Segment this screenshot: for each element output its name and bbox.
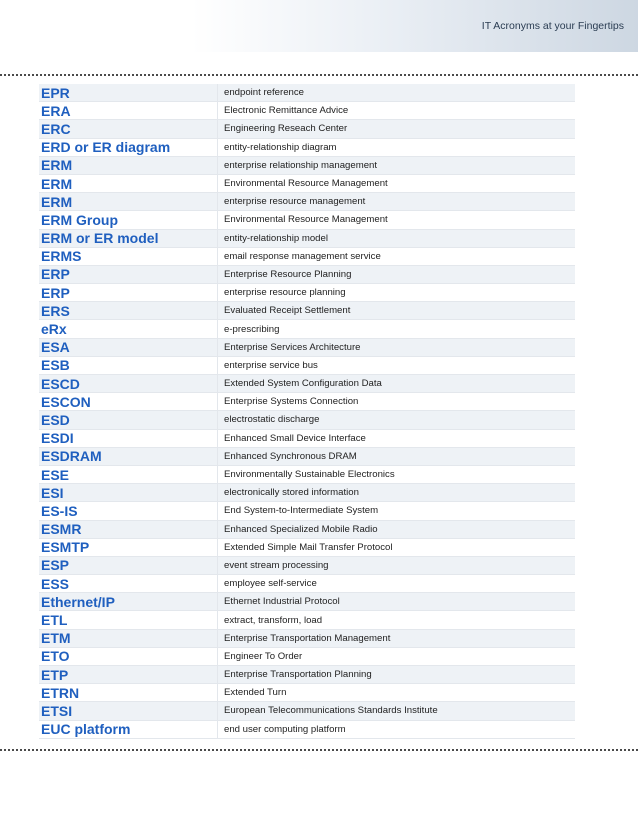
acronym-term: ERM Group xyxy=(41,211,118,228)
table-row xyxy=(39,484,575,502)
acronym-term: ESS xyxy=(41,575,70,592)
acronym-term: ETRN xyxy=(41,684,80,701)
acronym-term: ERM or ER model xyxy=(41,230,159,247)
acronym-definition: e-prescribing xyxy=(217,320,575,337)
table-row xyxy=(39,248,575,266)
acronym-definition: Enterprise Transportation Planning xyxy=(217,666,575,683)
acronym-term: EUC platform xyxy=(41,721,131,738)
acronym-definition: Engineer To Order xyxy=(217,648,575,665)
table-row xyxy=(39,466,575,484)
acronym-term: ERA xyxy=(41,102,71,119)
table-row xyxy=(39,411,575,429)
acronym-definition: event stream processing xyxy=(217,557,575,574)
header-banner xyxy=(0,0,638,52)
acronym-term: ESCON xyxy=(41,393,91,410)
acronym-definition: Engineering Reseach Center xyxy=(217,120,575,137)
top-dotted-divider xyxy=(0,74,638,76)
acronym-definition: electronically stored information xyxy=(217,484,575,501)
table-row xyxy=(39,320,575,338)
acronym-term: ESI xyxy=(41,484,64,501)
acronym-definition: enterprise resource management xyxy=(217,193,575,210)
acronym-term: ESP xyxy=(41,557,70,574)
acronym-term: ESB xyxy=(41,357,70,374)
table-row xyxy=(39,84,575,102)
acronym-definition: Enhanced Synchronous DRAM xyxy=(217,448,575,465)
table-row xyxy=(39,302,575,320)
table-row xyxy=(39,593,575,611)
acronym-term: ESD xyxy=(41,411,70,428)
table-row xyxy=(39,357,575,375)
acronym-definition: endpoint reference xyxy=(217,84,575,101)
acronym-term: ESDRAM xyxy=(41,448,102,465)
acronym-definition: Enterprise Resource Planning xyxy=(217,266,575,283)
table-row xyxy=(39,521,575,539)
acronym-term: eRx xyxy=(41,321,67,338)
acronym-term: ERD or ER diagram xyxy=(41,139,171,156)
table-row xyxy=(39,211,575,229)
table-row xyxy=(39,611,575,629)
acronym-definition: Extended Simple Mail Transfer Protocol xyxy=(217,539,575,556)
acronym-term: ESE xyxy=(41,466,70,483)
table-row xyxy=(39,102,575,120)
table-row xyxy=(39,539,575,557)
table-row xyxy=(39,575,575,593)
acronym-definition: end user computing platform xyxy=(217,721,575,738)
acronym-term: ES-IS xyxy=(41,502,78,519)
acronym-definition: Extended System Configuration Data xyxy=(217,375,575,392)
acronym-term: EPR xyxy=(41,84,70,101)
acronym-table xyxy=(39,84,575,739)
acronym-definition: enterprise resource planning xyxy=(217,284,575,301)
table-row xyxy=(39,448,575,466)
acronym-term: ETO xyxy=(41,648,70,665)
acronym-definition: Environmental Resource Management xyxy=(217,211,575,228)
acronym-term: ESDI xyxy=(41,430,74,447)
acronym-term: ERMS xyxy=(41,248,82,265)
acronym-term: ERM xyxy=(41,157,73,174)
table-row xyxy=(39,557,575,575)
acronym-definition: Evaluated Receipt Settlement xyxy=(217,302,575,319)
acronym-term: ESA xyxy=(41,339,70,356)
table-row xyxy=(39,666,575,684)
table-row xyxy=(39,175,575,193)
acronym-term: ERS xyxy=(41,302,70,319)
acronym-definition: Environmentally Sustainable Electronics xyxy=(217,466,575,483)
table-row xyxy=(39,502,575,520)
acronym-term: ERM xyxy=(41,193,73,210)
acronym-definition: employee self-service xyxy=(217,575,575,592)
acronym-definition: European Telecommunications Standards Institute xyxy=(217,702,575,719)
table-row xyxy=(39,284,575,302)
acronym-definition: entity-relationship diagram xyxy=(217,139,575,156)
acronym-definition: extract, transform, load xyxy=(217,611,575,628)
table-row xyxy=(39,684,575,702)
acronym-definition: enterprise relationship management xyxy=(217,157,575,174)
acronym-definition: email response management service xyxy=(217,248,575,265)
acronym-definition: Enterprise Transportation Management xyxy=(217,630,575,647)
acronym-term: ETM xyxy=(41,630,71,647)
table-row xyxy=(39,157,575,175)
table-row xyxy=(39,139,575,157)
acronym-definition: Enhanced Small Device Interface xyxy=(217,430,575,447)
table-row xyxy=(39,430,575,448)
bottom-dotted-divider xyxy=(0,749,638,751)
table-row xyxy=(39,230,575,248)
acronym-definition: End System-to-Intermediate System xyxy=(217,502,575,519)
acronym-term: ESMTP xyxy=(41,539,90,556)
table-row xyxy=(39,393,575,411)
acronym-definition: Enhanced Specialized Mobile Radio xyxy=(217,521,575,538)
table-row xyxy=(39,721,575,739)
table-row xyxy=(39,193,575,211)
acronym-term: ERP xyxy=(41,284,70,301)
acronym-definition: Environmental Resource Management xyxy=(217,175,575,192)
acronym-term: ERM xyxy=(41,175,73,192)
table-row xyxy=(39,630,575,648)
table-row xyxy=(39,339,575,357)
acronym-definition: Enterprise Services Architecture xyxy=(217,339,575,356)
table-row xyxy=(39,266,575,284)
acronym-term: Ethernet/IP xyxy=(41,593,115,610)
acronym-definition: enterprise service bus xyxy=(217,357,575,374)
table-row xyxy=(39,648,575,666)
acronym-term: ESMR xyxy=(41,521,82,538)
acronym-definition: electrostatic discharge xyxy=(217,411,575,428)
acronym-definition: Enterprise Systems Connection xyxy=(217,393,575,410)
table-row xyxy=(39,702,575,720)
acronym-term: ESCD xyxy=(41,375,80,392)
table-row xyxy=(39,375,575,393)
acronym-definition: Extended Turn xyxy=(217,684,575,701)
acronym-definition: Electronic Remittance Advice xyxy=(217,102,575,119)
acronym-term: ERP xyxy=(41,266,70,283)
table-row xyxy=(39,120,575,138)
acronym-term: ETSI xyxy=(41,702,73,719)
acronym-term: ETL xyxy=(41,612,68,629)
acronym-term: ERC xyxy=(41,120,71,137)
acronym-definition: Ethernet Industrial Protocol xyxy=(217,593,575,610)
acronym-term: ETP xyxy=(41,666,69,683)
acronym-definition: entity-relationship model xyxy=(217,230,575,247)
page-header-title: IT Acronyms at your Fingertips xyxy=(481,20,624,32)
